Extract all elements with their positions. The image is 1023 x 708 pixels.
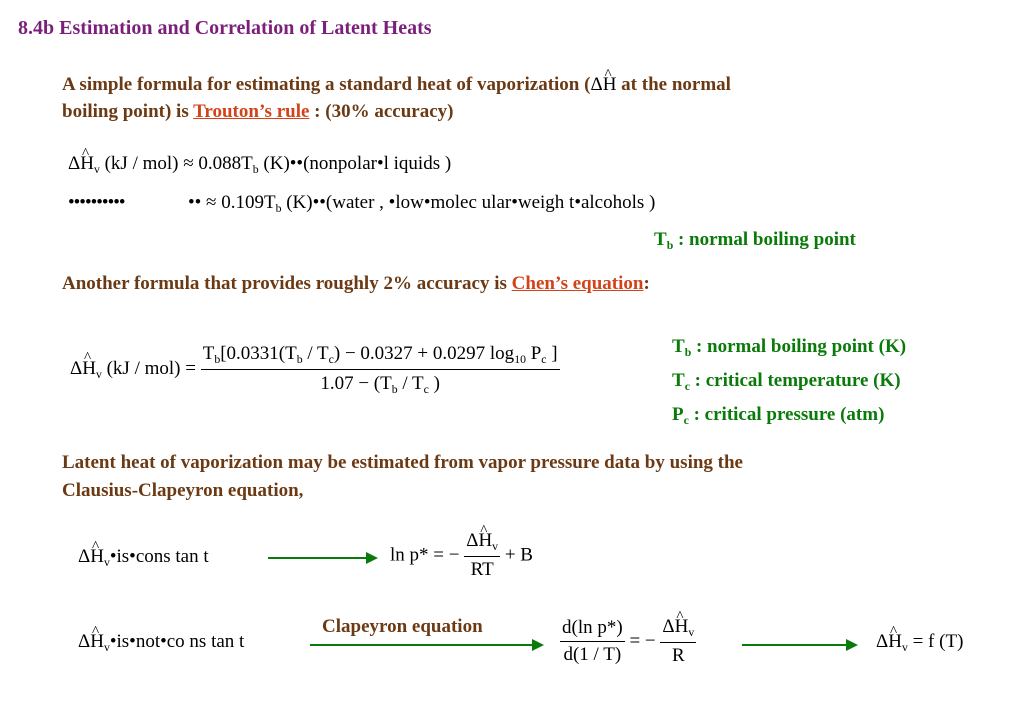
legend-tb: $T_b$ : normal boiling point (K) xyxy=(672,336,907,360)
chen-fraction xyxy=(201,343,560,396)
intro-text-2: at the normal xyxy=(616,74,731,95)
intro-text-1: A simple formula for estimating a standard heat of vaporization ( xyxy=(62,74,591,95)
intro-line-2 xyxy=(62,101,453,123)
eq2-derivative: $\frac{\text{d(ln p*)}}{d(1 / T)}$ xyxy=(562,617,623,665)
constant-case-lhs: Δ^ $H_v•is•cons$ tan t xyxy=(78,546,209,570)
chen-denominator: $1.07 - (T_b / T_c$ ) xyxy=(320,372,440,396)
chen-equation: Δ^ $H_v$ (kJ / mol) = $\frac{T_b[0.0331(T_b / T_c) - 0.0327 + 0.0297 \log_{10} P_c ]}{1.07 - (T_b / T_c )}$ xyxy=(70,343,560,396)
clapeyron-equation: $\frac{\text{d(ln p*)}}{d(1 / T)}$ = − $\frac{\Delta\^{} H_v}{R}$ xyxy=(560,617,696,667)
chen-intro-text: Another formula that provides roughly 2% accuracy is xyxy=(62,273,512,294)
delta-h-symbol: Δ^ H xyxy=(590,74,616,95)
clausius-equation-1: ln p* = − $\frac{\Delta\^{} H_v}{RT}$ + B xyxy=(390,531,533,581)
troutons-rule-link[interactable]: Trouton’s rule xyxy=(193,101,310,122)
arrow-2 xyxy=(310,644,542,646)
trouton-eq2-value: •• ≈ 0.109T xyxy=(188,192,276,213)
legend-pc: $P_c$ : critical pressure (atm) xyxy=(672,404,885,428)
chen-legend xyxy=(672,333,906,435)
trouton-eq1-units: (kJ / mol) ≈ 0.088T xyxy=(104,153,253,174)
eq2-fraction: $\frac{\Delta\^{} H_v}{R}$ xyxy=(660,617,696,667)
trouton-equation-1: Δ^ $H_v$ $(kJ / mol) \approx 0.088T_b$ (K)••(nonpolar•l iquids ) xyxy=(68,153,451,177)
intro-line-1 xyxy=(62,74,731,96)
trouton-note: $T_b$ : normal boiling point xyxy=(654,229,856,253)
page-title: 8.4b Estimation and Correlation of Latent Heats xyxy=(18,17,432,39)
clausius-line-1: Latent heat of vaporization may be estimated from vapor pressure data by using the xyxy=(62,452,743,473)
intro-line2-start: boiling point) is xyxy=(62,101,194,122)
trouton-equation-2 xyxy=(68,192,125,214)
trouton-equation-2-body: •• ≈ $0.109T_b$ (K)••(water , •low•molec ular•weigh t•alcohols ) xyxy=(188,192,656,216)
clausius-line-2: Clausius-Clapeyron equation, xyxy=(62,480,304,501)
clapeyron-label: Clapeyron equation xyxy=(322,616,483,637)
trouton-eq1-rest: (K)••(nonpolar•l iquids ) xyxy=(263,153,452,174)
legend-tc: $T_c$ : critical temperature (K) xyxy=(672,370,901,394)
intro-line2-end: : (30% accuracy) xyxy=(309,101,454,122)
nonconstant-case-lhs: Δ^ $H_v•is•not•co$ ns tan t xyxy=(78,631,244,655)
arrow-3 xyxy=(742,644,856,646)
chen-numerator: $T_b[0.0331(T_b / T_c) - 0.0327 + 0.0297$ $\log_{10} P_c$ ] xyxy=(201,343,560,370)
chen-intro: Another formula that provides roughly 2% accuracy is Chen’s equation: xyxy=(62,273,650,294)
chens-equation-link[interactable]: Chen’s equation xyxy=(511,273,644,294)
eq1-fraction: $\frac{\Delta\^{} H_v}{RT}$ xyxy=(464,531,500,581)
clausius-result: Δ^ $H_v = f$ (T) xyxy=(876,631,963,655)
trouton-eq2-rest: (K)••(water , •low•molec ular•weigh t•alcohols ) xyxy=(286,192,656,213)
arrow-1 xyxy=(268,557,376,559)
trouton-eq2-dots: •••••••••• xyxy=(68,192,125,213)
